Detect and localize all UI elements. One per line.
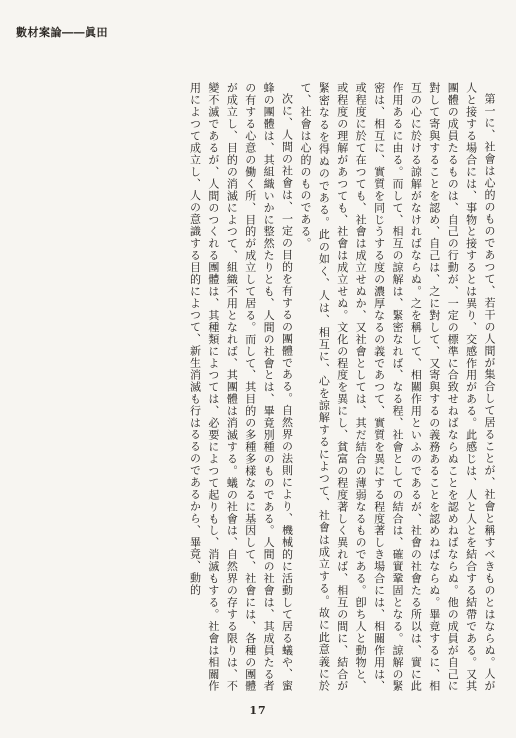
paragraph: 次に、人間の社會は、一定の目的を有するの團體である。自然界の法則により、機械的に活動して居る蟻や、蜜蜂の團體は、其組織いかに整然たりとも、人間の社會とは、畢竟別種のものである。人間の社會は、其成員たる者の有する心意の働く所、目的が成立して居る。而して、其目的の多種多樣なるに基因して、社會には、各種の團體が成立し、目的の消滅によつて、組織不用となれば、其團體は消滅する。蟻の社會は、自然界の存する限りは、不變不滅であるが、人間のつくれる團體は、其種類によつては、必要によつて起りもし、消滅もする。社會は相關作用によつて成立し、人の意識する目的によつて、新生消滅も行はるるのであるから、畢竟、動的 xyxy=(188,82,294,692)
body-text xyxy=(32,82,498,692)
page-number: 17 xyxy=(249,704,267,717)
paragraph: 第一に、社會は心的のものであつて、若干の人間が集合して居ることが、社會と稱すべきものとはならぬ。人が人と接する場合には、事物と接するとは異り、交感作用がある。此感じは、人と人とを結合する結帶である。又其團體の成員たるものは、自己の行動が、一定の標準に合致せねばならぬことを認めねばならぬ。他の成員が自己に對して寄與することを認め、自己は、之に對して、又寄與するの義務あることを認めねばならぬ。畢竟するに、相互の心に於ける諒解がなければならぬ。之を稱して、相關作用といふのであるが、社會の社會たる所以は、實に此作用あるに由る。而して、相互の諒解は、緊密なれば、なる程、社會としての結合は、確實鞏固となる。諒解の緊密は、相互に、實質を同じうする度の濃厚なるの義であつて、實質を異にする程度著しき場合には、相關作用は、或程度に於て在つても、社會は成立せぬか、又社會としては、其だ結合の薄弱なるものである。卽ち人と動物と、或程度の理解があつても、社會は成立せぬ。文化の程度を異にし、貧富の程度著しく異れば、相互の間に、結合が緊密なるを得ぬのである。此の如く、人は、相互に、心を諒解するによつて、社會は成立する。故に此意義に於て、社會は心的のものである。 xyxy=(298,82,496,692)
running-head: 數材案論――眞田 xyxy=(16,26,108,39)
